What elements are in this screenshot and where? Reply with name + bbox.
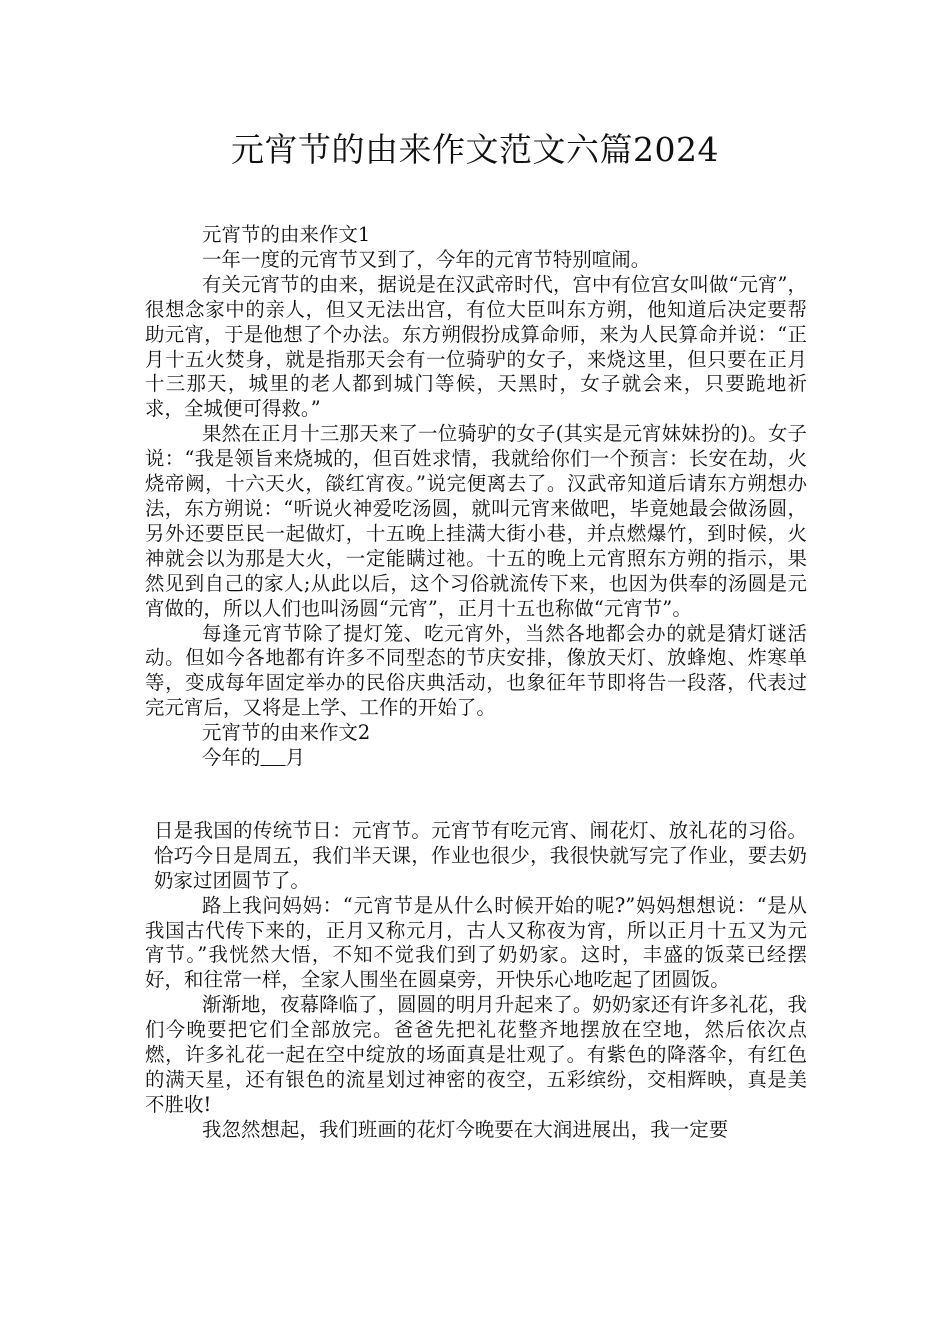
paragraph: 日是我国的传统节日：元宵节。元宵节有吃元宵、闹花灯、放礼花的习俗。恰巧今日是周五，我们半天课，作业也很少，我很快就写完了作业，要去奶奶家过团圆节了。 <box>154 818 807 892</box>
blank-underline <box>260 746 285 769</box>
blank-gap <box>145 771 807 819</box>
section-heading-2: 元宵节的由来作文2 <box>202 721 371 745</box>
paragraph: 我忽然想起，我们班画的花灯今晚要在大润进展出，我一定要 <box>202 1117 729 1141</box>
paragraph: 果然在正月十三那天来了一位骑驴的女子(其实是元宵妹妹扮的)。女子说：“我是领旨来烧城的，但百姓求情，我就给你们一个预言：长安在劫，火烧帝阙，十六天火，燄红宵夜。”说完便离去了。汉武帝知道后请东方朔想办法，东方朔说：“听说火神爱吃汤圆，就叫元宵来做吧，毕竟她最会做汤圆，另外还要臣民一起做灯，十五晚上挂满大街小巷，并点燃爆竹，到时候，火神就会以为那是大火，一定能瞒过祂。十五的晚上元宵照东方朔的指示，果然见到自己的家人;从此以后，这个习俗就流传下来，也因为供奉的汤圆是元宵做的，所以人们也叫汤圆“元宵”，正月十五也称做“元宵节”。 <box>145 422 807 620</box>
document-body <box>145 223 807 1143</box>
paragraph: 每逢元宵节除了提灯笼、吃元宵外，当然各地都会办的就是猜灯谜活动。但如今各地都有许多不同型态的节庆安排，像放天灯、放蜂炮、炸寒单等，变成每年固定举办的民俗庆典活动，也象征年节即将告一段落，代表过完元宵后，又将是上学、工作的开始了。 <box>145 621 807 720</box>
paragraph: 一年一度的元宵节又到了，今年的元宵节特别喧闹。 <box>202 247 651 271</box>
paragraph: 有关元宵节的由来，据说是在汉武帝时代，宫中有位宫女叫做“元宵”，很想念家中的亲人，但又无法出宫，有位大臣叫东方朔，他知道后决定要帮助元宵，于是他想了个办法。东方朔假扮成算命师，来为人民算命并说：“正月十五火焚身，就是指那天会有一位骑驴的女子，来烧这里，但只要在正月十三那天，城里的老人都到城门等候，天黑时，女子就会来，只要跪地祈求，全城便可得救。” <box>145 272 807 421</box>
fragment-text: 今年的 <box>202 746 261 770</box>
paragraph: 渐渐地，夜幕降临了，圆圆的明月升起来了。奶奶家还有许多礼花，我们今晚要把它们全部放完。爸爸先把礼花整齐地摆放在空地，然后依次点燃，许多礼花一起在空中绽放的场面真是壮观了。有紫色的降落伞，有红色的满天星，还有银色的流星划过神密的夜空，五彩缤纷，交相辉映，真是美不胜收! <box>145 993 807 1116</box>
document-title: 元宵节的由来作文范文六篇2024 <box>231 130 719 169</box>
fragment-text: 月 <box>285 746 306 770</box>
paragraph: 路上我问妈妈：“元宵节是从什么时候开始的呢?”妈妈想想说：“是从我国古代传下来的，正月又称元月，古人又称夜为宵，所以正月十五又为元宵节。”我恍然大悟，不知不觉我们到了奶奶家。这时，丰盛的饭菜已经摆好，和往常一样，全家人围坐在圆桌旁，开快乐心地吃起了团圆饭。 <box>145 893 807 992</box>
paragraph-fragment <box>145 746 807 771</box>
section-heading-1: 元宵节的由来作文1 <box>202 223 371 246</box>
